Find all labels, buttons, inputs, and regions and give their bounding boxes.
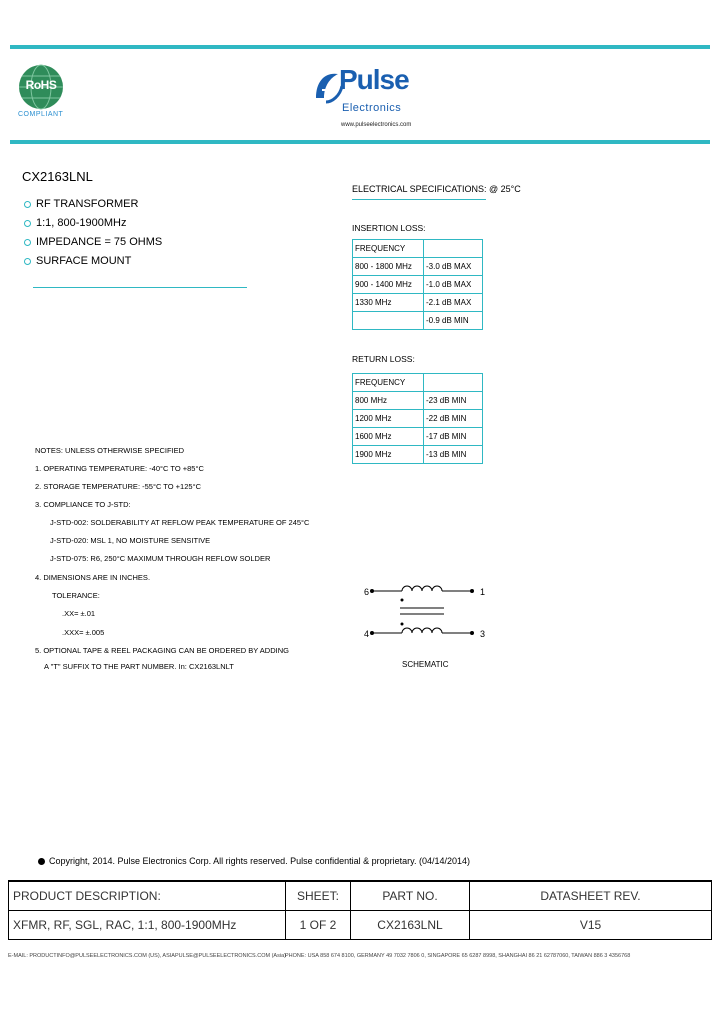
datasheet-rev-value: V15 (470, 911, 712, 940)
table-cell: -13 dB MIN (424, 446, 483, 464)
brand-url[interactable]: www.pulseelectronics.com (341, 122, 412, 128)
bullet-icon (24, 239, 31, 246)
table-header: FREQUENCY (353, 240, 424, 258)
brand-name: Pulse (339, 64, 409, 95)
product-description-header: PRODUCT DESCRIPTION: (9, 881, 286, 911)
bullet-icon (24, 201, 31, 208)
pin-1-dot (470, 589, 474, 593)
insertion-loss-label: INSERTION LOSS: (352, 223, 426, 233)
part-title: CX2163LNL (22, 169, 93, 184)
table-cell (353, 312, 424, 330)
bullet-icon (24, 220, 31, 227)
transformer-schematic (362, 578, 492, 644)
table-row (353, 374, 483, 392)
note-item: 4. DIMENSIONS ARE IN INCHES. (35, 573, 151, 582)
spec-title-rule (352, 199, 486, 200)
pin-1-label: 1 (480, 587, 486, 597)
note-item: J-STD-075: R6, 250°C MAXIMUM THROUGH REFLOW SOLDER (50, 554, 271, 563)
bullet-icon (24, 258, 31, 265)
table-cell: 1330 MHz (353, 294, 424, 312)
table-row (353, 294, 483, 312)
table-row (9, 881, 712, 911)
table-cell: 1600 MHz (353, 428, 424, 446)
header-top-rule (10, 45, 710, 49)
table-row (353, 446, 483, 464)
feature-item: SURFACE MOUNT (24, 255, 131, 267)
table-cell: 800 - 1800 MHz (353, 258, 424, 276)
part-no-value: CX2163LNL (351, 911, 470, 940)
feature-item: IMPEDANCE = 75 OHMS (24, 236, 162, 248)
table-row (353, 312, 483, 330)
table-header: FREQUENCY (353, 374, 424, 392)
note-item: 1. OPERATING TEMPERATURE: -40°C TO +85°C (35, 464, 204, 473)
table-header (424, 240, 483, 258)
brand-subtitle: Electronics (342, 102, 402, 114)
polarity-dot (401, 599, 404, 602)
table-cell: -22 dB MIN (424, 410, 483, 428)
table-row (9, 911, 712, 940)
copyright-icon (38, 858, 45, 865)
rohs-logo-text: RoHS (25, 78, 57, 92)
title-block (8, 880, 712, 940)
table-cell: 1200 MHz (353, 410, 424, 428)
table-cell: -23 dB MIN (424, 392, 483, 410)
return-loss-label: RETURN LOSS: (352, 354, 415, 364)
product-description-value: XFMR, RF, SGL, RAC, 1:1, 800-1900MHz (9, 911, 286, 940)
note-item: .XXX= ±.005 (62, 628, 105, 637)
feature-item: RF TRANSFORMER (24, 198, 138, 210)
table-cell: -0.9 dB MIN (424, 312, 483, 330)
note-item: 3. COMPLIANCE TO J-STD: (35, 500, 131, 509)
table-cell: -1.0 dB MAX (424, 276, 483, 294)
table-row (353, 410, 483, 428)
copyright-text: Copyright, 2014. Pulse Electronics Corp. All rights reserved. Pulse confidential & proprietary. (04/14/2014) (38, 856, 470, 866)
table-row (353, 258, 483, 276)
table-cell: 900 - 1400 MHz (353, 276, 424, 294)
pin-4-label: 4 (364, 629, 370, 639)
pin-3-label: 3 (480, 629, 486, 639)
insertion-loss-table (352, 239, 483, 330)
sheet-header: SHEET: (286, 881, 351, 911)
pin-4-dot (370, 631, 374, 635)
rohs-compliant-text: COMPLIANT (18, 111, 64, 118)
table-cell: 1900 MHz (353, 446, 424, 464)
table-cell: -17 dB MIN (424, 428, 483, 446)
polarity-dot (401, 623, 404, 626)
note-item: A "T" SUFFIX TO THE PART NUMBER. In: CX2163LNLT (44, 662, 234, 671)
table-row (353, 428, 483, 446)
contact-email[interactable]: E-MAIL: PRODUCTINFO@PULSEELECTRONICS.COM (US), ASIAPULSE@PULSEELECTRONICS.COM (Asia) (8, 953, 286, 959)
contact-phone: PHONE: USA 858 674 8100, GERMANY 49 7032 7806 0, SINGAPORE 65 6287 8998, SHANGHAI 86 21 62787060, TAIWAN 886 3 4356768 (285, 953, 631, 959)
schematic-label: SCHEMATIC (402, 660, 449, 669)
note-item: J-STD-002: SOLDERABILITY AT REFLOW PEAK TEMPERATURE OF 245°C (50, 518, 310, 527)
pin-3-dot (470, 631, 474, 635)
table-header (424, 374, 483, 392)
spec-title: ELECTRICAL SPECIFICATIONS: @ 25°C (352, 184, 521, 194)
note-item: TOLERANCE: (52, 591, 100, 600)
table-cell: 800 MHz (353, 392, 424, 410)
note-item: 2. STORAGE TEMPERATURE: -55°C TO +125°C (35, 482, 201, 491)
table-cell: -3.0 dB MAX (424, 258, 483, 276)
table-row (353, 392, 483, 410)
note-item: J-STD-020: MSL 1, NO MOISTURE SENSITIVE (50, 536, 211, 545)
feature-item: 1:1, 800-1900MHz (24, 217, 127, 229)
pin-6-label: 6 (364, 587, 370, 597)
table-row (353, 240, 483, 258)
part-no-header: PART NO. (351, 881, 470, 911)
header-bottom-rule (10, 140, 710, 144)
pin-6-dot (370, 589, 374, 593)
sheet-value: 1 OF 2 (286, 911, 351, 940)
features-divider (33, 287, 247, 288)
notes-heading: NOTES: UNLESS OTHERWISE SPECIFIED (35, 446, 185, 455)
table-row (353, 276, 483, 294)
note-item: 5. OPTIONAL TAPE & REEL PACKAGING CAN BE ORDERED BY ADDING (35, 646, 289, 655)
note-item: .XX= ±.01 (62, 609, 96, 618)
datasheet-rev-header: DATASHEET REV. (470, 881, 712, 911)
return-loss-table (352, 373, 483, 464)
table-cell: -2.1 dB MAX (424, 294, 483, 312)
